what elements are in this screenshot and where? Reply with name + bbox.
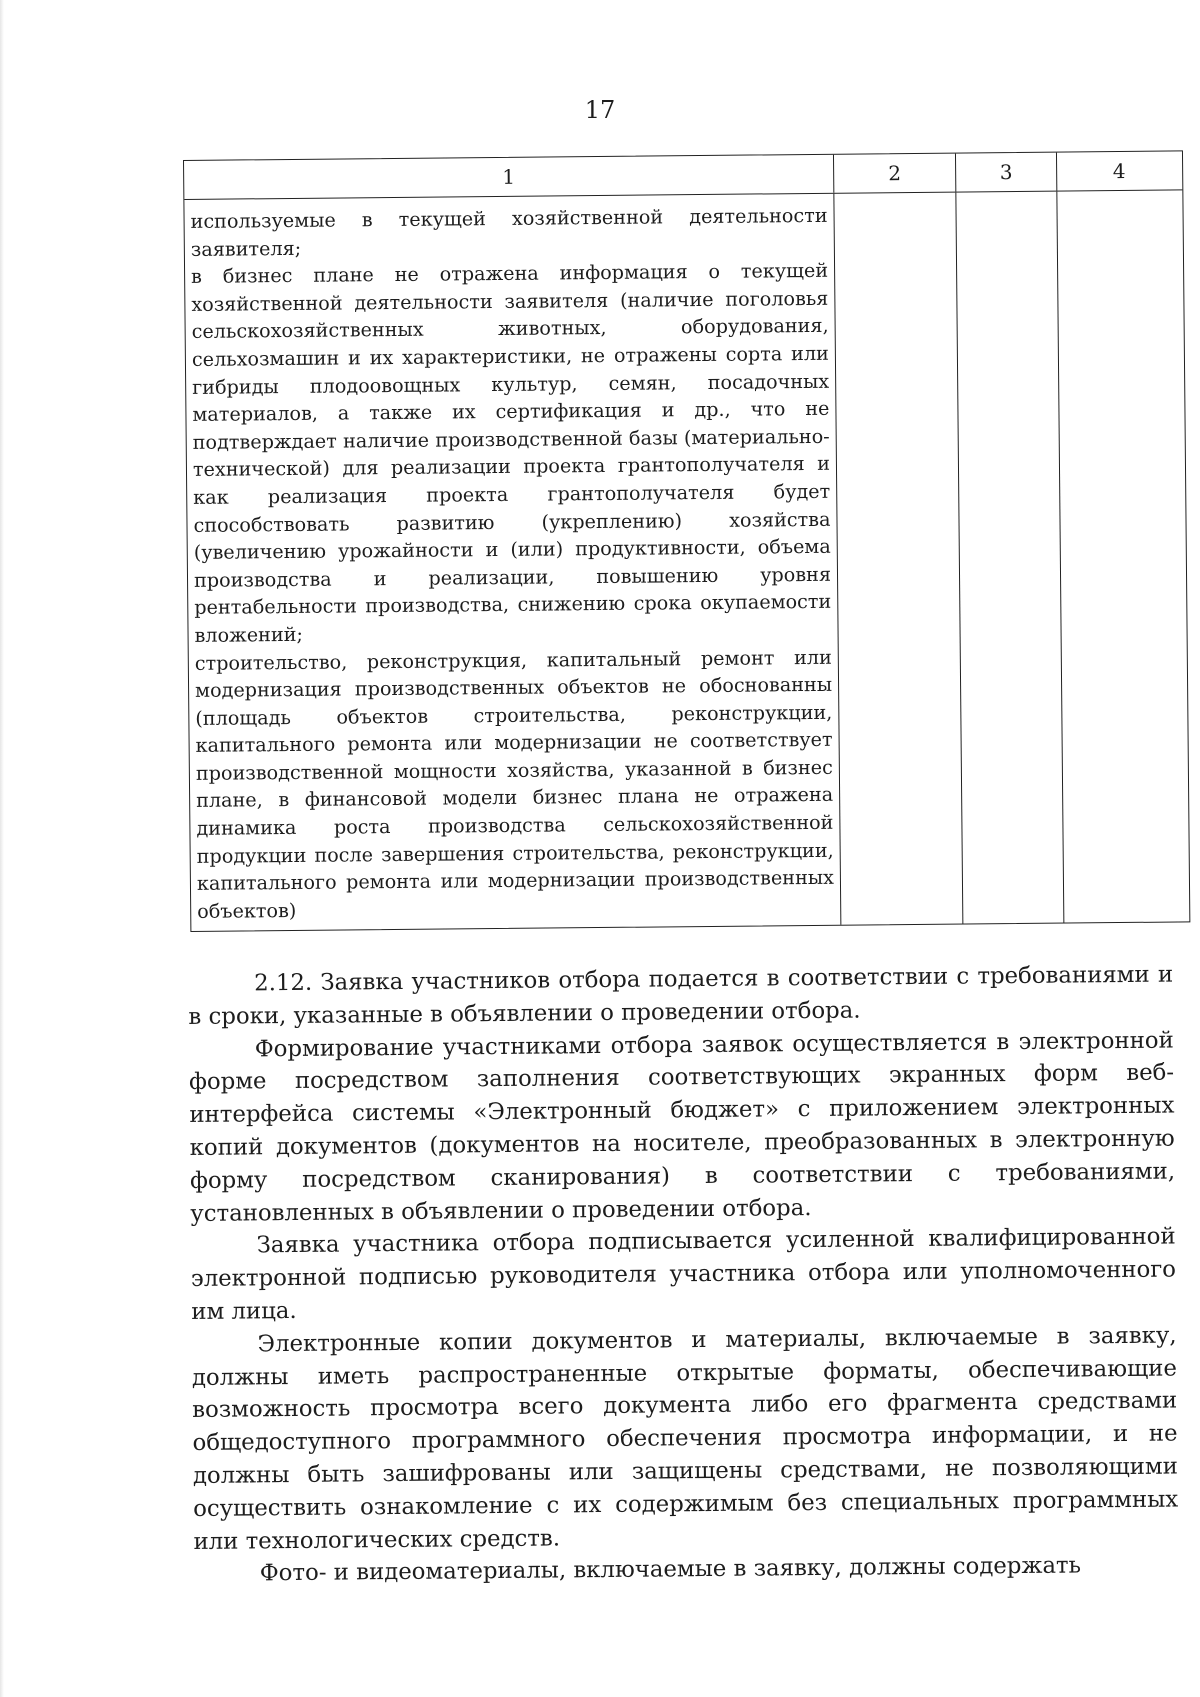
scan-edge — [0, 0, 4, 1697]
table-header-col-2: 2 — [834, 154, 956, 193]
table-row — [184, 190, 1189, 931]
body-paragraph: Электронные копии документов и материалы, включаемые в заявку, должны иметь распространенные открытые форматы, обеспечивающие возможность просмотра всего документа либо его фрагмента средствами общедоступного программного обеспечения просмотра информации, и не должны быть зашифрованы или защищены средствами, не позволяющими осуществить ознакомление с их содержимым без специальных программных или технологических средств. — [191, 1322, 1179, 1555]
cell-paragraph: строительство, реконструкция, капитальный ремонт или модернизация производственных объектов не обоснованны (площадь объектов строительства, реконструкции, капитального ремонта или модернизации не соответствует производственной мощности хозяйства, указанной в бизнес плане, в финансовой модели бизнес плана не отражена динамика роста производства сельскохозяйственной продукции после завершения строительства, реконструкции, капитального ремонта или модернизации производственных объектов) — [194, 645, 835, 923]
body-paragraph: Фото- и видеоматериалы, включаемые в заявку, должны содержать — [259, 1552, 1082, 1587]
table-header-col-1: 1 — [184, 155, 834, 199]
table-cell-criteria — [184, 194, 841, 932]
cell-paragraph: в бизнес плане не отражена информация о текущей хозяйственной деятельности заявителя (наличие поголовья сельскохозяйственных животных, оборудования, сельхозмашин и их характеристики, не отражены сорта или гибриды плодоовощных культур, семян, посадочных материалов, а также их сертификация и др., что не подтверждает наличие производственной базы (материально-технической) для реализации проекта грантополучателя и как реализация проекта грантополучателя будет способствовать развитию (укреплению) хозяйства (увеличению урожайности и (или) продуктивности, объема производства и реализации, повышению уровня рентабельности производства, снижению срока окупаемости вложений; — [191, 259, 832, 647]
table-cell-col-2 — [834, 193, 963, 926]
table-cell-col-4 — [1057, 190, 1188, 923]
page-number: 17 — [584, 96, 616, 124]
document-body — [188, 959, 1179, 1592]
cell-paragraph: используемые в текущей хозяйственной деятельности заявителя; — [190, 203, 828, 261]
table-header-col-4: 4 — [1112, 158, 1126, 184]
body-paragraph: Формирование участниками отбора заявок осуществляется в электронной форме посредством заполнения соответствующих экранных форм веб-интерфейса системы «Электронный бюджет» с приложением электронных копий документов (документов на носителе, преобразованных в электронную форму посредством сканирования) в соответствии с требованиями, установленных в объявлении о проведении отбора. — [188, 1027, 1176, 1227]
table-cell-col-3 — [956, 192, 1064, 924]
body-paragraph: Заявка участника отбора подписывается усиленной квалифицированной электронной подписью руководителя участника отбора или уполномоченного им лица. — [190, 1223, 1177, 1325]
table-header-col-3: 3 — [956, 153, 1057, 192]
criteria-table — [183, 150, 1190, 932]
body-paragraph: 2.12. Заявка участников отбора подается в соответствии с требованиями и в сроки, указанные в объявлении о проведении отбора. — [188, 961, 1174, 1030]
